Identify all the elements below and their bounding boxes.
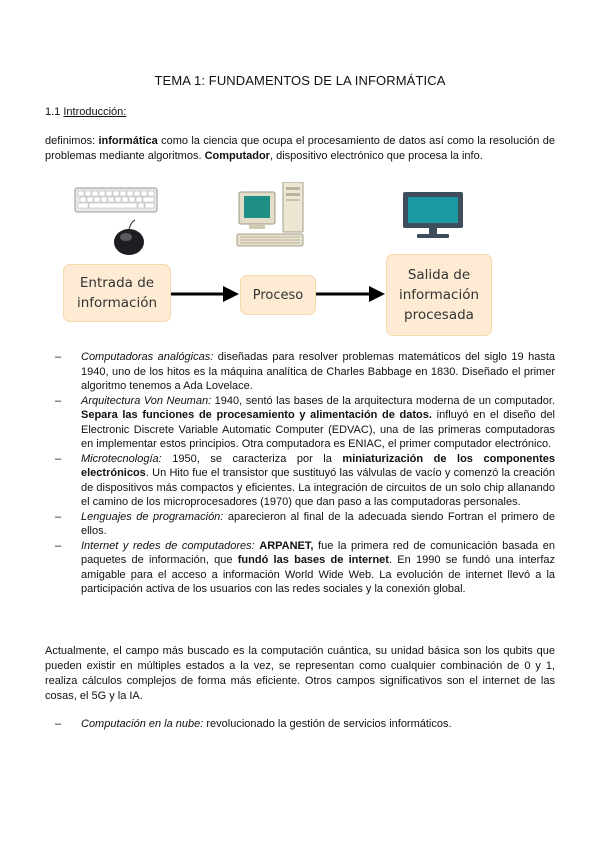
section-number: 1.1 [45,106,61,118]
closing-paragraph: Actualmente, el campo más buscado es la computación cuántica, su unidad básica son los qubits que pueden existir en múltiples estados a la vez, se representan como cualquier combinación de 0 y 1, realiza cálculos complejos de forma más eficiente. Otros campos significativos son el internet de las cosas, el 5G y la IA. [45,645,555,702]
output-label-line3: procesada [404,307,474,323]
input-box [63,264,171,322]
computer-icon [235,182,317,250]
list-item-text: . En 1990 se fundó una interfaz amigable para el acceso a información World Wide Web. La evolución de internet llevó a la participación activa de los usuarios con las redes sociales y la conexión global. [81,554,556,595]
list-item-title: Internet y redes de computadores: [81,539,255,552]
list-item-text: 1950, se caracteriza por la [161,452,343,465]
list-item-title: Computadoras analógicas: [81,351,214,363]
list-item-text: fue la primera red de comunicación basada en paquetes de información, que [81,539,555,566]
list-item-bold: miniaturización de los componentes electrónicos [81,452,555,479]
list-item-title: Microtecnología: [81,452,162,465]
list-item-title: Arquitectura Von Neuman: [81,394,212,407]
section-heading [45,106,126,118]
monitor-icon [401,190,467,240]
list-item-text: . Un Hito fue el transistor que sustituyó las válvulas de vacío y comenzó la creación de dispositivos más compactos y eficientes. La integración de circuitos de un solo chip allanando el camino de los microprocesadores (1970) que dan paso a las computadoras personales. [81,467,555,508]
list-item [55,510,555,539]
list-item-bold: fundó las bases de internet [237,554,389,566]
input-label-line1: Entrada de [79,275,155,291]
list-item [55,452,555,510]
history-list [55,350,555,597]
list-item [55,350,555,394]
list-item-bold: ARPANET, [259,539,314,552]
list-item-bold: Separa las funciones de procesamiento y alimentación de datos. [81,409,432,421]
list-item-text: influyó en el diseño del Electronic Discrete Variable Automatic Computer (EDVAC), una de las primeras computadoras en implementar estos principios. Otra computadora es ENIAC, el primer computador electrónico. [81,409,556,450]
intro-text-1: definimos: [45,135,99,147]
list-item [55,394,555,452]
list-item-text: aparecieron al final de la adecuada siendo Fortran el primero de ellos. [81,510,555,537]
page-title: TEMA 1: FUNDAMENTOS DE LA INFORMÁTICA [154,73,446,88]
list-item-text: 1940, sentó las bases de la arquitectura moderna de un computador. [211,394,556,407]
list-item [55,539,555,597]
list-dash: – [55,351,62,363]
output-label-line1: Salida de [407,267,471,283]
output-label-line2: información [398,287,480,303]
list-item-title: Computación en la nube: [81,718,204,730]
intro-bold-computador: Computador [204,150,270,162]
list-dash: – [55,394,62,407]
list-item-title: Lenguajes de programación: [81,510,224,523]
list-item-text: diseñadas para resolver problemas matemáticos del siglo 19 hasta 1940, uno de los hitos es la máquina analítica de Charles Babbage en 1830. Diseñado el primer algoritmo tenemos a Ada Lovelace. [81,351,556,392]
list-dash: – [55,452,62,465]
intro-text-3: , dispositivo electrónico que procesa la info. [269,150,483,162]
intro-bold-informatica: informática [98,135,158,147]
list-dash: – [55,539,62,552]
arrow-right-icon [169,282,241,306]
intro-text-2: como la ciencia que ocupa el procesamiento de datos así como la resolución de problemas mediante algoritmos. [45,135,555,162]
io-diagram [55,180,505,340]
process-box [240,275,316,315]
list-item [55,717,581,732]
arrow-right-icon [314,282,387,306]
output-box [386,254,492,336]
process-label: Proceso [252,287,304,303]
list-item-text: revolucionado la gestión de servicios informáticos. [203,718,452,730]
intro-paragraph [45,134,555,164]
keyboard-mouse-icon [73,184,163,262]
list-dash: – [55,718,62,730]
input-label-line2: información [76,295,158,311]
list-dash: – [55,510,62,523]
section-label: Introducción: [63,106,127,118]
